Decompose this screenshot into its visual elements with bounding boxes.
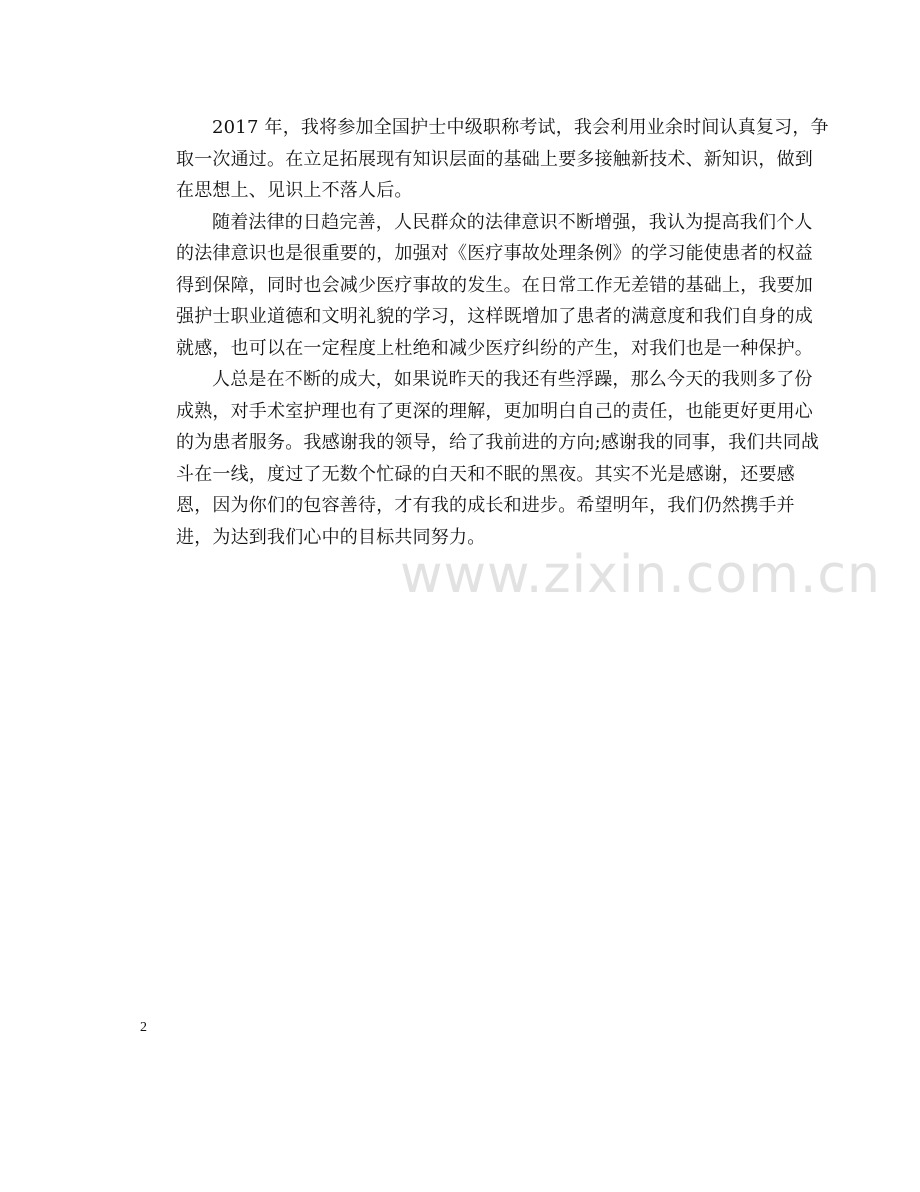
paragraph-3-line-5: 恩，因为你们的包容善待，才有我的成长和进步。希望明年，我们仍然携手并 [176,495,795,516]
paragraph-3 [140,364,820,553]
paragraph-2-line-1: 随着法律的日趋完善，人民群众的法律意识不断增强，我认为提高我们个人 [212,211,813,233]
watermark: www.zixin.com.cn [400,545,881,605]
paragraph-1-line-3: 在思想上、见识上不落人后。 [176,180,413,201]
paragraph-1 [140,112,829,207]
paragraph-1-line-1: 2017 年，我将参加全国护士中级职称考试，我会利用业余时间认真复习，争 [212,117,829,138]
paragraph-3-line-4: 斗在一线，度过了无数个忙碌的白天和不眠的黑夜。其实不光是感谢，还要感 [176,463,795,485]
paragraph-3-line-6: 进，为达到我们心中的目标共同努力。 [176,526,486,548]
paragraph-2-line-4: 强护士职业道德和文明礼貌的学习，这样既增加了患者的满意度和我们自身的成 [176,306,813,327]
paragraph-3-line-1: 人总是在不断的成大，如果说昨天的我还有些浮躁，那么今天的我则多了份 [212,369,813,390]
paragraph-2-line-3: 得到保障，同时也会减少医疗事故的发生。在日常工作无差错的基础上，我要加 [176,274,813,296]
document-body [140,112,829,553]
paragraph-2-line-5: 就感，也可以在一定程度上杜绝和减少医疗纠纷的产生，对我们也是一种保护。 [176,337,813,359]
paragraph-3-line-2: 成熟，对手术室护理也有了更深的理解，更加明白自己的责任，也能更好更用心 [176,400,813,422]
paragraph-2 [140,207,813,365]
paragraph-1-line-2: 取一次通过。在立足拓展现有知识层面的基础上要多接触新技术、新知识，做到 [176,148,813,170]
page-number: 2 [140,1020,147,1035]
paragraph-2-line-2: 的法律意识也是很重要的，加强对《医疗事故处理条例》的学习能使患者的权益 [176,243,813,264]
paragraph-3-line-3: 的为患者服务。我感谢我的领导，给了我前进的方向;感谢我的同事，我们共同战 [176,432,820,453]
